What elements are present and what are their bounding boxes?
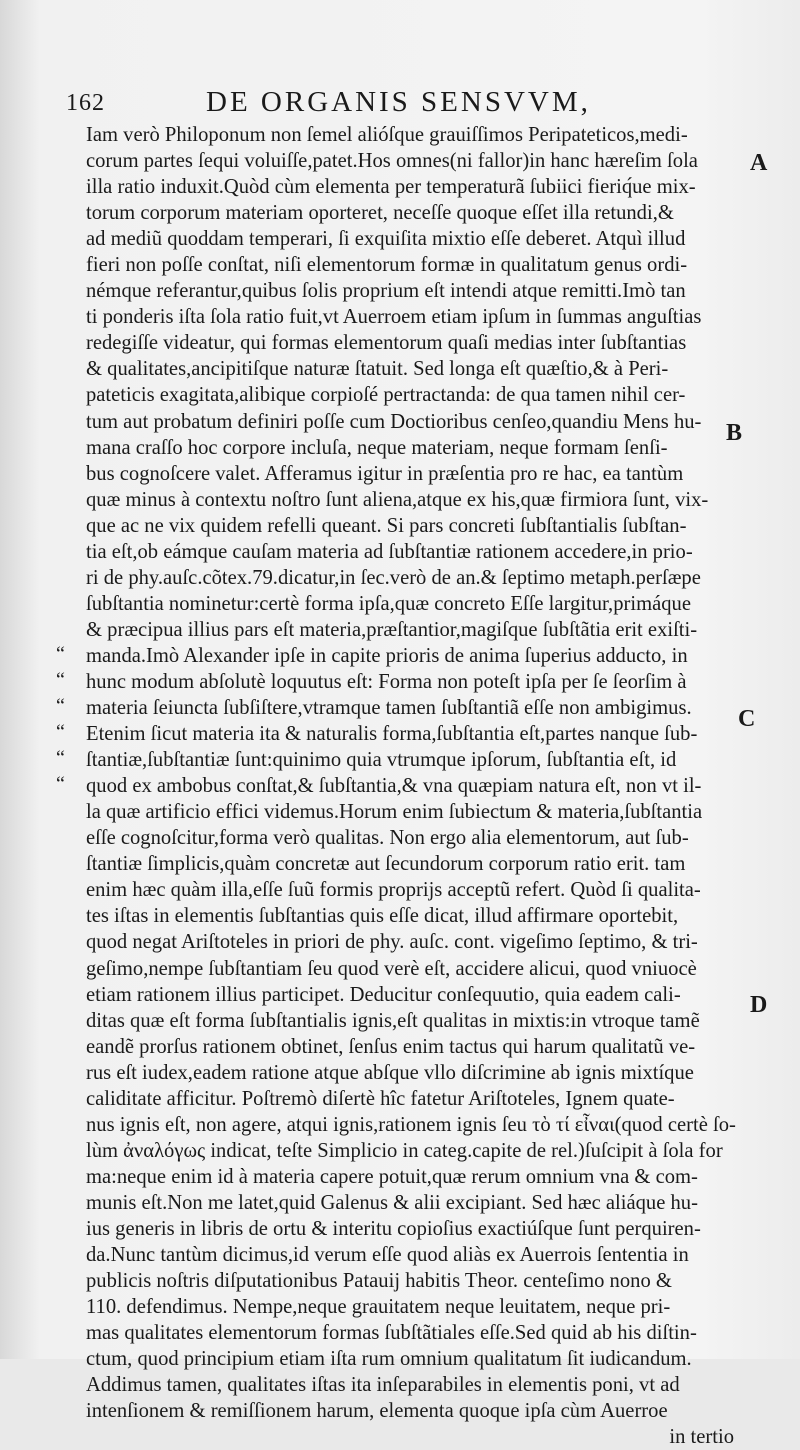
text-line: corum partes ſequi voluiſſe,patet.Hos omnes(ni fallor)in hanc hæreſim ſola [86,150,698,173]
text-line: manda.Imò Alexander ipſe in capite prioris de anima ſuperius adducto, in [86,644,688,667]
text-line: eandẽ prorſus rationem obtinet, ſenſus enim tactus qui harum qualitatũ ve- [86,1035,696,1058]
text-line: enim hæc quàm illa,eſſe ſuũ formis proprijs acceptũ refert. Quòd ſi qualita- [86,879,701,902]
margin-letter-a: A [750,150,768,176]
quote-mark: “ [56,643,65,665]
text-line: Addimus tamen, qualitates iſtas ita inſeparabiles in elementis poni, vt ad [86,1374,680,1397]
quote-mark: “ [56,695,65,718]
text-line: quod negat Ariſtoteles in priori de phy. auſc. cont. vigeſimo ſeptimo, & tri- [86,931,698,954]
text-line: tes iſtas in elementis ſubſtantias quis eſſe dicat, illud affirmare oportebit, [86,905,679,928]
text-line: caliditate afficitur. Poſtremò diſertè hîc fatetur Ariſtoteles, Ignem quate- [86,1087,675,1110]
text-line: fieri non poſſe conſtat, niſi elementorum formæ in qualitatum genus ordi- [86,254,688,277]
text-line: pateticis exagitata,alibique corpioſé pertractanda: de qua tamen nihil cer- [86,384,686,407]
text-line: Etenim ſicut materia ita & naturalis forma,ſubſtantia eſt,partes nanque ſub- [86,723,698,746]
text-line: ditas quæ eſt forma ſubſtantialis ignis,eſt qualitas in mixtis:in vtroque tamẽ [86,1009,700,1032]
margin-letter-d: D [750,992,768,1018]
text-line: némque referantur,quibus ſolis proprium eſt intendi atque remitti.Imò tan [86,280,686,303]
body-text [86,122,736,1450]
text-line: etiam rationem illius participet. Deducitur conſequutio, quia eadem cali- [86,983,681,1006]
text-line: illa ratio induxit.Quòd cùm elementa per temperaturã ſubiici fieriq́ue mix- [86,176,696,199]
text-line: tia eſt,ob eámque cauſam materia ad ſubſtantiæ rationem accedere,in prio- [86,540,693,563]
text-line: torum corporum materiam oporteret, neceſſe quoque eſſet illa retundi,& [86,202,674,225]
text-line: ius generis in libris de ortu & interitu copioſius exactiúſque ſunt perquiren- [86,1217,701,1240]
text-line: & præcipua illius pars eſt materia,præſtantior,magiſque ſubſtãtia erit exiſti- [86,618,698,641]
text-line: mas qualitates elementorum formas ſubſtãtiales eſſe.Sed quid ab his diſtin- [86,1322,697,1345]
text-line: Iam verò Philoponum non ſemel alióſque grauiſſimos Peripateticos,medi- [86,124,688,146]
text-line: quæ minus à contextu noſtro ſunt aliena,atque ex his,quæ firmiora ſunt, vix- [86,488,709,511]
text-line: hunc modum abſolutè loquutus eſt: Forma non poteſt ipſa per ſe ſeorſim à [86,670,687,693]
quote-mark: “ [56,773,65,796]
text-line: ſtantiæ ſimplicis,quàm concretæ aut ſecundorum corporum ratio erit. tam [86,853,686,876]
text-line: tum aut probatum definiri poſſe cum Doctioribus cenſeo,quandiu Mens hu- [86,410,702,433]
text-line: quod ex ambobus conſtat,& ſubſtantia,& vna quæpiam natura eſt, non vt il- [86,775,702,798]
page-header [66,86,756,122]
text-line: ſtantiæ,ſubſtantiæ ſunt:quinimo quia vtrumque ipſorum, ſubſtantia eſt, id [86,749,677,772]
quote-mark: “ [56,669,65,692]
text-line: publicis noſtris diſputationibus Patauij habitis Theor. centeſimo nono & [86,1270,672,1293]
page-number: 162 [66,90,105,116]
text-line: nus ignis eſt, non agere, atqui ignis,rationem ignis ſeu τὸ τί εἶναι(quod certè ſo- [86,1113,736,1136]
text-line: la quæ artificio effici videmus.Horum enim ſubiectum & materia,ſubſtantia [86,801,703,824]
marginal-quote-marks [56,641,65,797]
text-line: bus cognoſcere valet. Afferamus igitur in præſentia pro re hac, ea tantùm [86,462,684,485]
text-line: ti ponderis iſta ſola ratio fuit,vt Auerroem etiam ipſum in ſummas anguſtias [86,306,702,329]
margin-letter-c: C [738,706,756,732]
catchword: in tertio [669,1426,734,1449]
text-line: & qualitates,ancipitiſque naturæ ſtatuit. Sed longa eſt quæſtio,& à Peri- [86,358,669,381]
text-line: que ac ne vix quidem refelli queant. Si pars concreti ſubſtantialis ſubſtan- [86,514,687,537]
text-line: redegiſſe videatur, qui formas elementorum quaſi medias inter ſubſtantias [86,332,687,355]
text-line: eſſe cognoſcitur,forma verò qualitas. Non ergo alia elementorum, aut ſub- [86,827,689,850]
text-line: ad mediũ quoddam temperari, ſi exquiſita mixtio eſſe deberet. Atquì illud [86,228,686,251]
running-title: DE ORGANIS SENSVVM, [206,86,591,118]
quote-mark: “ [56,721,65,744]
text-line: ctum, quod principium etiam iſta rum omnium qualitatum ſit iudicandum. [86,1348,692,1371]
text-line: ri de phy.auſc.cõtex.79.dicatur,in ſec.verò de an.& ſeptimo metaph.perſæpe [86,566,701,589]
text-line: lùm ἀναλόγως indicat, teſte Simplicio in categ.capite de rel.)ſuſcipit à ſola for [86,1139,723,1162]
text-line: ma:neque enim id à materia capere potuit,quæ rerum omnium vna & com- [86,1165,698,1188]
text-line: intenſionem & remiſſionem harum, elementa quoque ipſa cùm Auerroe [86,1400,668,1423]
text-line: ſubſtantia nominetur:certè forma ipſa,quæ concreto Eſſe largitur,primáque [86,592,691,615]
text-line: munis eſt.Non me latet,quid Galenus & alii excipiant. Sed hæc aliáque hu- [86,1191,698,1214]
text-line: geſimo,nempe ſubſtantiam ſeu quod verè eſt, accidere alicui, quod vniuocè [86,957,697,980]
quote-mark: “ [56,747,65,770]
margin-letter-b: B [726,420,743,446]
text-line: mana craſſo hoc corpore incluſa, neque materiam, neque formam ſenſi- [86,436,668,459]
text-line: 110. defendimus. Nempe,neque grauitatem neque leuitatem, neque pri- [86,1296,671,1319]
text-line: da.Nunc tantùm dicimus,id verum eſſe quod aliàs ex Auerrois ſententia in [86,1244,689,1267]
text-line: rus eſt iudex,eadem ratione atque abſque vllo diſcrimine ab ignis mixtíque [86,1061,694,1084]
text-line: materia ſeiuncta ſubſiſtere,vtramque tamen ſubſtantiã eſſe non ambigimus. [86,697,692,720]
